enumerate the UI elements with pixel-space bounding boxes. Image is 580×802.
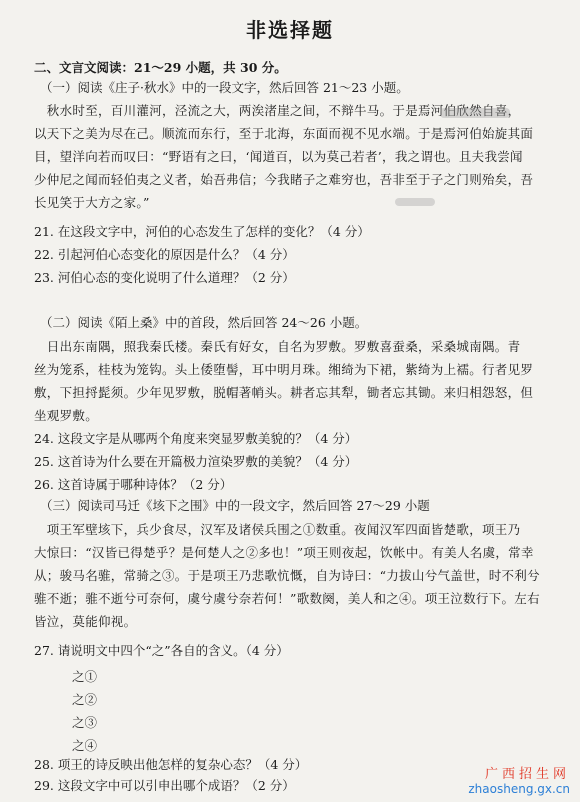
zhi-marker-1: 之① [72,669,98,684]
part1-passage-line: 目，望洋向若而叹曰：“野语有之曰，‘闻道百，以为莫己若者’，我之谓也。且夫我尝闻 [34,149,523,164]
part2-intro: （二）阅读《陌上桑》中的首段，然后回答 24～26 小题。 [40,315,368,330]
page-title: 非选择题 [246,18,334,42]
question-23: 23. 河伯心态的变化说明了什么道理？（2 分） [34,270,295,285]
watermark-url: zhaosheng.gx.cn [468,782,570,796]
part1-passage-line: 秋水时至，百川灌河，泾流之大，两涘渚崖之间，不辩牛马。于是焉河伯欣然自喜， [34,103,521,118]
question-25: 25. 这首诗为什么要在开篇极力渲染罗敷的美貌？（4 分） [34,454,358,469]
part3-passage-line: 大惊曰：“汉皆已得楚乎？是何楚人之②多也！”项王则夜起，饮帐中。有美人名虞，常幸 [34,545,534,560]
question-26: 26. 这首诗属于哪种诗体？（2 分） [34,477,233,492]
part3-passage-line: 骓不逝；骓不逝兮可奈何，虞兮虞兮奈若何！”歌数阕，美人和之④。项王泣数行下。左右 [34,591,540,606]
scan-smudge [440,108,510,118]
part2-passage-line: 丝为笼系，桂枝为笼钩。头上倭堕髻，耳中明月珠。缃绮为下裙，紫绮为上襦。行者见罗 [34,362,534,377]
watermark-title: 广西招生网 [484,767,570,782]
part1-passage-line: 长见笑于大方之家。” [34,195,150,210]
part2-passage-line: 坐观罗敷。 [34,408,99,423]
zhi-marker-4: 之④ [72,738,98,753]
question-21: 21. 在这段文字中，河伯的心态发生了怎样的变化？（4 分） [34,224,370,239]
site-watermark [468,763,570,796]
question-28: 28. 项王的诗反映出他怎样的复杂心态？（4 分） [34,757,308,772]
zhi-marker-3: 之③ [72,715,98,730]
part1-intro: （一）阅读《庄子·秋水》中的一段文字，然后回答 21～23 小题。 [40,80,409,95]
part1-passage-line: 少仲尼之闻而轻伯夷之义者，始吾弗信；今我睹子之难穷也，吾非至于子之门则殆矣，吾 [34,172,534,187]
part3-passage-line: 从；骏马名骓，常骑之③。于是项王乃悲歌忼慨，自为诗曰：“力拔山兮气盖世，时不利兮 [34,568,540,583]
question-29: 29. 这段文字中可以引申出哪个成语？（2 分） [34,778,295,793]
section-header: 二、文言文阅读：21～29 小题，共 30 分。 [34,60,287,75]
scan-smudge [395,198,435,206]
part3-passage-line: 皆泣，莫能仰视。 [34,614,137,629]
part3-passage-line: 项王军壁垓下，兵少食尽，汉军及诸侯兵围之①数重。夜闻汉军四面皆楚歌，项王乃 [34,522,521,537]
question-22: 22. 引起河伯心态变化的原因是什么？（4 分） [34,247,295,262]
question-27: 27. 请说明文中四个“之”各自的含义。（4 分） [34,643,289,658]
part2-passage-line: 敷，下担捋髭须。少年见罗敷，脱帽著帩头。耕者忘其犁，锄者忘其锄。来归相怨怒，但 [34,385,534,400]
part3-intro: （三）阅读司马迁《垓下之围》中的一段文字，然后回答 27～29 小题 [40,498,430,513]
part1-passage-line: 以天下之美为尽在己。顺流而东行，至于北海，东面而视不见水端。于是焉河伯始旋其面 [34,126,534,141]
question-24: 24. 这段文字是从哪两个角度来突显罗敷美貌的？（4 分） [34,431,358,446]
part2-passage-line: 日出东南隅，照我秦氏楼。秦氏有好女，自名为罗敷。罗敷喜蚕桑，采桑城南隅。青 [34,339,521,354]
zhi-marker-2: 之② [72,692,98,707]
